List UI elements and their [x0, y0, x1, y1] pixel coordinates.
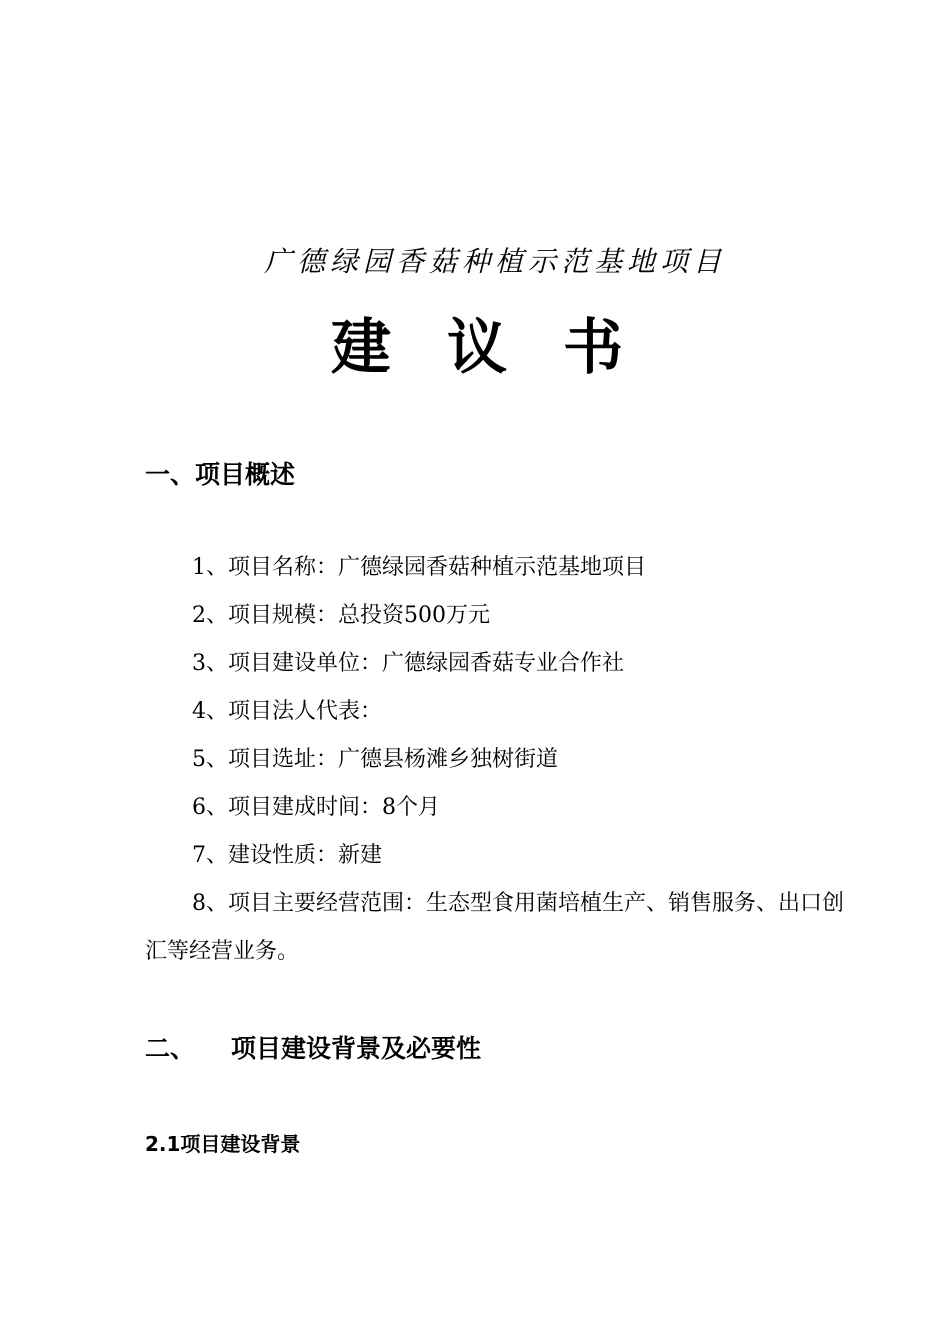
- section-2-heading-number: 二、: [145, 1034, 196, 1063]
- section-2-heading: [145, 1029, 481, 1065]
- list-item: 1、项目名称：广德绿园香菇种植示范基地项目: [192, 555, 646, 580]
- list-item: 4、项目法人代表：: [192, 699, 382, 724]
- document-subtitle: 广德绿园香菇种植示范基地项目: [263, 245, 726, 278]
- section-2-1-subheading: 2.1项目建设背景: [145, 1132, 301, 1156]
- section-1-heading: 一、项目概述: [145, 460, 296, 489]
- section-2-heading-text: 项目建设背景及必要性: [231, 1034, 482, 1063]
- list-item: 2、项目规模：总投资500万元: [192, 603, 490, 628]
- scope-paragraph: 8、项目主要经营范围：生态型食用菌培植生产、销售服务、出口创汇等经营业务。: [145, 891, 844, 964]
- list-item: 5、项目选址：广德县杨滩乡独树街道: [192, 747, 558, 772]
- list-item: 3、项目建设单位：广德绿园香菇专业合作社: [192, 651, 624, 676]
- list-item: 7、建设性质：新建: [192, 843, 382, 868]
- list-item: 6、项目建成时间：8个月: [192, 795, 440, 820]
- document-title: 建议书: [331, 313, 679, 383]
